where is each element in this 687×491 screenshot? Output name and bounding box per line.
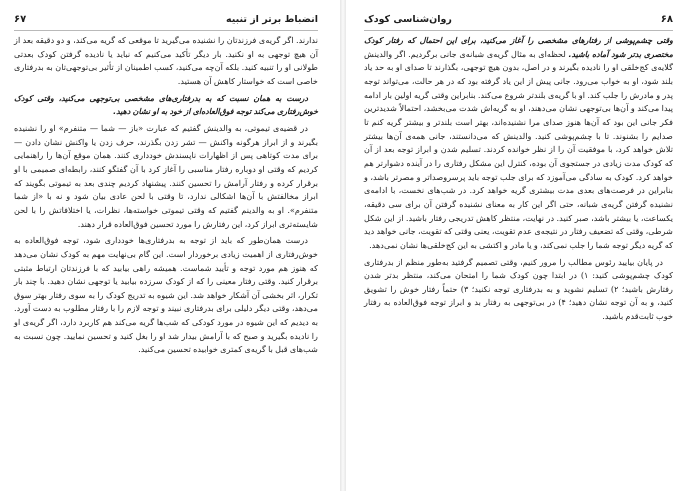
paragraph bbox=[364, 34, 673, 253]
running-title: انضباط برتر از تنبیه bbox=[225, 14, 318, 25]
page-header bbox=[14, 14, 318, 31]
emphasis-text: وقتی چشم‌پوشی از رفتارهای مشخصی را آغاز می‌کنید، برای این احتمال که رفتار کودک مختصری بدتر شود آماده باشید. bbox=[364, 36, 673, 59]
body-text: لحظه‌ای به مثال گریه‌ی شبانه‌ی جانی برگردیم. اگر والدینش گلایه‌ی کج‌خلقی او را نادیده بگیرند و در اصل، بدون هیچ توجهی، بگذارند تا صدای او به حد یاد بلند شود، او به خواب می‌رود. جانی پیش از این یاد گرفته بود که در هر حالت، می‌تواند توجه پدر و مادرش را جلب کند. او با گریه‌ی بلندتر شروع می‌کند. بنابراین وقتی گریه اولین بار ادامه پیدا می‌کند و آن‌ها بی‌توجهی نشان می‌دهند، او به گریه‌اش شدت می‌بخشد، احتمالاً شدیدترین فکر جانی این بود که آن‌ها هنوز صدای مرا نشنیده‌اند، بهتر است بلندتر و بیشتر گریه کنم تا صدایم را بشنوند. تا با چشم‌پوشی کنید. والدینش که می‌دانستند، جانی همه‌ی آن‌ها بیشتر تلاش خواهد کرد، با موفقیت آن را از نظر خوانده کردند. تسلیم شدن و ابراز توجه بعد از آن که کودک مدت زیادی در جستجوی آن بوده، کنترل این مشکل رفتاری را در آینده دشوارتر هم خواهد کرد. کودک به سادگی می‌آموزد که برای جلب توجه باید پرسروصداتر و مصرتر باشد، و بنابراین در فرصت‌های بعدی مدت بیشتری گریه خواهد کرد. در شب‌های نخست، با ادامه‌ی نشنیده گرفتن گریه‌ی شبانه، حتی اگر این کار به معنای نشنیده گرفتن آن برای سی دقیقه، یکساعت، یا بیشتر باشد، صبر کنید. در نهایت، منتظر کاهش تدریجی رفتار باشید. از این شکل شرطی، وقتی که تضعیف رفتار در نتیجه‌ی عدم تقویت، یعنی وقتی که تقویت، جانی خواهد دید که گریه دیگر توجه شما را جلب نمی‌کند، و یا مادر و اکتشی به این کج‌خلقی‌ها نشان نمی‌دهد. bbox=[364, 48, 673, 250]
page-number: ۶۷ bbox=[14, 14, 27, 25]
left-page bbox=[0, 0, 340, 491]
paragraph: ندارند. اگر گریه‌ی فرزندتان را نشنیده می‌گیرید تا موقعی که گریه می‌کند، و دو دقیقه بعد از آن هیچ توجهی به او نکنید. بار دیگر تأکید می‌کنیم که نباید یا نادیده گرفتن کودک بعدتی طولانی او را تنبیه کنید. بلکه آن‌چه می‌کنید، کسب اطمینان از تأثیر بی‌توجهی‌تان به بدرفتاری خاصی است که خواستار کاهش آن هستید. bbox=[14, 35, 318, 86]
page-header bbox=[364, 14, 673, 31]
right-page bbox=[346, 0, 687, 491]
paragraph: در پایان بیایید رئوس مطالب را مرور کنیم، وقتی تصمیم گرفتید به‌طور منظم از بدرفتاری کودک چشم‌پوشی کنید: ۱) در ابتدا چون کودک شما را امتحان می‌کند، منتظر بدتر شدن رفتارش باشید؛ ۲) تسلیم نشوید و به بدرفتاری توجه نکنید؛ ۳) حتماً رفتار خوش را تشویق کنید، و به آن توجه نشان دهید؛ ۴) در بی‌توجهی به رفتار بد و ابراز توجه فوق‌العاده به رفتار خوب ثابت‌قدم باشید. bbox=[364, 256, 674, 322]
paragraph: در قضیه‌ی تیموتی، به والدینش گفتیم که عبارت «باز — شما — متنفرم» او را نشنیده بگیرند و از ابراز هرگونه واکنش — تشر زدن بگذرند، حرف زدن یا واکنش نشان دادن — برای مدت کوتاهی پس از اظهارات ناپسندش خودداری کنند. همان موقع آن‌ها را راهنمایی کردیم که وقتی او دوباره رفتار مناسبی را آغاز کرد با آن گفتگو کنند، رابطه‌ای صمیمی با او برقرار کرده و رفتار آرامش را تحسین کنند. پیشنهاد کردیم چندی بعد به تیموتی بگویند که ابراز مخالفتش با آن‌ها اشکالی ندارد، تا وقتی با لحن عادی بیان شود و نه با «از شما متنفرم». او به والدینم گفتیم که وقتی تیموتی خواسته‌ها، نظرات، یا اختلافاتش را با لحن شایسته‌تری ابراز کرد، این رفتارش را مورد تحسین فوق‌العاده قرار دهند. bbox=[14, 122, 318, 229]
emphasis-paragraph: درست به همان نسبت که به بدرفتاری‌های مشخصی بی‌توجهی می‌کنید، وقتی کودک خوش‌رفتاری می‌کند توجه فوق‌العاده‌ای از خود به او نشان دهید. bbox=[14, 93, 318, 117]
paragraph: درست همان‌طور که باید از توجه به بدرفتاری‌ها خودداری شود، توجه فوق‌العاده به خوش‌رفتاری از اهمیت زیادی برخوردار است. این گام بی‌نهایت مهم به کودک نشان می‌دهد که هنوز هم مورد توجه و تأیید شماست. همیشه راهی بیابید که با فرزندتان ارتباط مثبتی برقرار کنید. وقتی رفتار معینی را که از کودک سرزده بیابید یا توجهی نشان دهید. با چند بار تکرار، اثر بخشی آن آشکار خواهد شد. این شیوه به تدریج کودک را به سوی رفتار بهتر سوق می‌دهد، وقتی دیگر دلیلی برای بدرفتاری نبیند و توجه لازم را با رفتار مطلوب به دست آورد. به دیدیم که این شیوه در مورد کودکی که شب‌ها گریه می‌کند هم کاربرد دارد، اگر گریه‌ی او را نادیده بگیرید و صبح که با آرامش بیدار شد او را بغل کنید و تحسین نمایید. چون نسبت به شب‌های قبل با گریه‌ی کمتری خوابیده تحسین می‌کنید. bbox=[14, 235, 318, 355]
running-title: روان‌شناسی کودک bbox=[364, 14, 452, 25]
page-number: ۶۸ bbox=[660, 14, 673, 25]
